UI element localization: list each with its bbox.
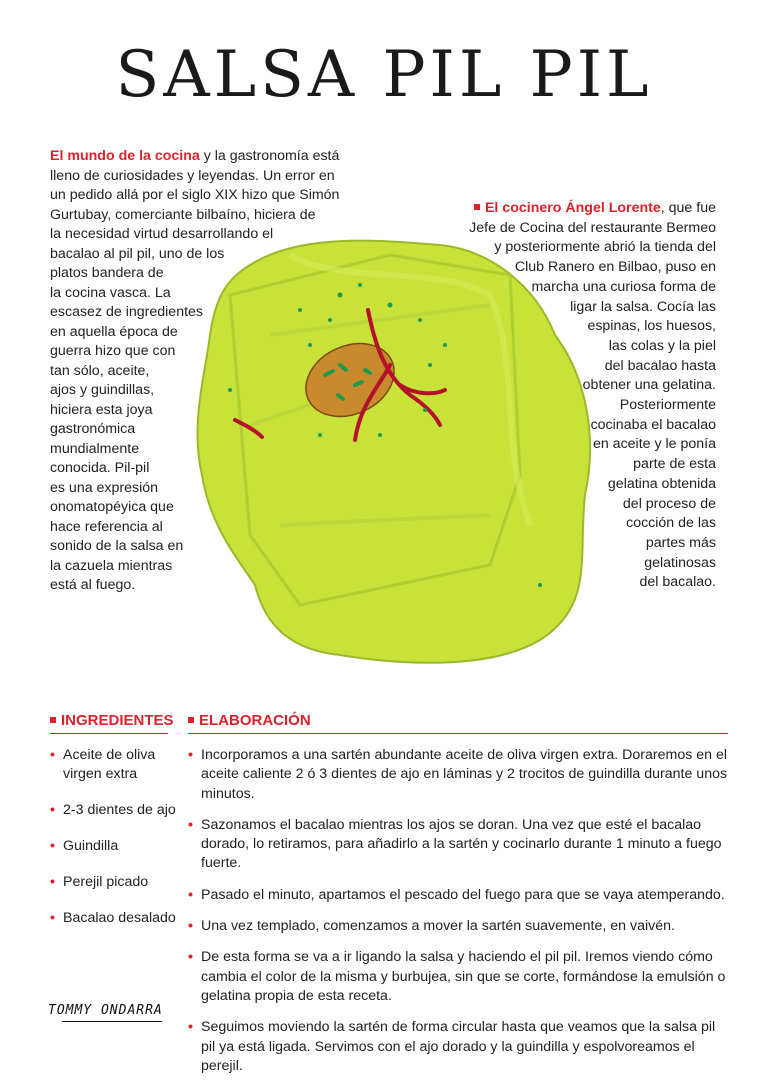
intro-line <box>50 147 350 167</box>
step-item-text: Sazonamos el bacalao mientras los ajos se doran. Una vez que esté el bacalao dorado, lo retiramos, para añadirlo a la sartén y cocinarlo durante 1 minuto a fuego fuerte. <box>201 816 722 872</box>
step-item-text: Pasado el minuto, apartamos el pescado del fuego para que se vaya atemperando. <box>201 886 725 903</box>
step-item <box>188 746 728 804</box>
intro-line-text: en aquella época de <box>50 323 178 340</box>
elaboration-steps <box>188 746 728 1088</box>
step-item <box>188 917 728 936</box>
step-item-text: Una vez templado, comenzamos a mover la sartén suavemente, en vaivén. <box>201 918 675 935</box>
intro-line <box>50 167 350 187</box>
artist-signature: TOMMY ONDARRA <box>48 1003 163 1018</box>
intro-line-text: gelatinosas <box>644 554 716 571</box>
bullet-icon: • <box>188 918 193 935</box>
intro-line-text: la necesidad virtud desarrollando el <box>50 226 274 242</box>
bullet-icon: • <box>188 886 193 903</box>
intro-highlight: El mundo de la cocina <box>50 148 200 164</box>
bullet-icon: • <box>188 1019 193 1036</box>
bullet-icon: • <box>50 802 55 818</box>
intro-line-text: obtener una gelatina. <box>582 377 716 394</box>
intro-line-text: la cazuela mientras <box>50 557 173 574</box>
intro-line-text: del bacalao hasta <box>604 357 716 374</box>
step-item-text: Incorporamos a una sartén abundante aceite de oliva virgen extra. Doraremos en el aceite caliente 2 ó 3 dientes de ajo en láminas y 2 trocitos de guindilla durante unos minutos. <box>201 747 728 802</box>
intro-line-text: cocción de las <box>626 515 716 532</box>
intro-highlight: El cocinero Ángel Lorente <box>484 200 661 216</box>
intro-line-text: partes más <box>645 534 716 551</box>
elaboration-heading: ELABORACIÓN <box>188 712 311 729</box>
step-item <box>188 886 728 905</box>
intro-line-text: guerra hizo que con <box>50 343 176 359</box>
ingredient-item <box>50 837 180 856</box>
ingredient-item-text: Aceite de oliva virgen extra <box>63 747 156 782</box>
ingredient-item <box>50 909 180 928</box>
intro-line-text: espinas, los huesos, <box>587 318 716 335</box>
intro-line-text: lleno de curiosidades y leyendas. Un error en <box>50 167 335 184</box>
ingredient-item-text: Bacalao desalado <box>63 910 176 926</box>
ingredient-item-text: 2-3 dientes de ajo <box>63 802 176 818</box>
intro-line-text: gastronómica <box>50 421 136 437</box>
intro-line-text: platos bandera de <box>50 265 164 281</box>
intro-line-text: Posteriormente <box>619 397 716 414</box>
elaboration-rule <box>188 733 728 734</box>
bullet-icon: • <box>188 949 193 966</box>
intro-line-text: marcha una curiosa forma de <box>531 278 716 295</box>
ingredient-item-text: Guindilla <box>63 838 119 854</box>
ingredient-item <box>50 801 180 820</box>
ingredient-item <box>50 873 180 892</box>
intro-line-text: está al fuego. <box>50 577 136 593</box>
ingredients-heading: INGREDIENTES <box>50 712 174 729</box>
intro-line-text: gelatina obtenida <box>607 475 716 492</box>
intro-line-text: Club Ranero en Bilbao, puso en <box>514 259 716 276</box>
pil-pil-illustration <box>190 225 600 670</box>
intro-line-text: del bacalao. <box>639 574 716 591</box>
bullet-icon: • <box>188 747 193 763</box>
step-item-text: Seguimos moviendo la sartén de forma circular hasta que veamos que la salsa pil pil ya está ligada. Servimos con el ajo dorado y la guindilla y espolvoreamos el perejil. <box>201 1019 716 1074</box>
intro-line-text: y posteriormente abrió la tienda del <box>494 239 716 256</box>
sauce-blob <box>197 241 590 663</box>
bullet-icon: • <box>50 838 55 854</box>
step-item <box>188 816 728 874</box>
intro-line-text: conocida. Pil-pil <box>50 460 150 476</box>
intro-line-text: en aceite y le ponía <box>592 436 716 453</box>
signature-underline <box>62 1021 162 1022</box>
intro-line-text: escasez de ingredientes <box>50 304 204 320</box>
intro-line-text: la cocina vasca. La <box>50 284 171 301</box>
intro-line <box>396 199 716 219</box>
intro-line-text: tan sólo, aceite, <box>50 362 150 379</box>
intro-line <box>50 206 350 226</box>
intro-line-text: mundialmente <box>50 440 140 457</box>
intro-line-text: es una expresión <box>50 479 159 496</box>
intro-line-text: bacalao al pil pil, uno de los <box>50 245 225 262</box>
page-title: SALSA PIL PIL <box>115 38 653 112</box>
red-square-marker <box>474 204 480 210</box>
bullet-icon: • <box>50 747 55 763</box>
intro-line-text: hace referencia al <box>50 518 163 535</box>
intro-line <box>50 186 350 206</box>
intro-line-text: Jefe de Cocina del restaurante Bermeo <box>469 219 716 236</box>
ingredient-item-text: Perejil picado <box>63 874 149 890</box>
intro-line-text: ajos y guindillas, <box>50 382 155 398</box>
intro-line-text: Gurtubay, comerciante bilbaíno, hiciera de <box>50 206 316 223</box>
intro-line-text: las colas y la piel <box>608 337 716 354</box>
step-item-text: De esta forma se va a ir ligando la salsa y haciendo el pil pil. Iremos viendo cómo cambia el color de la misma y burbujea, sin que se corte, formándose la emulsión o gelatina propia de esta receta. <box>201 949 726 1004</box>
intro-line-text: parte de esta <box>633 456 716 473</box>
bullet-icon: • <box>50 874 55 890</box>
step-item <box>188 1018 728 1076</box>
intro-line-text: , que fue <box>660 200 716 216</box>
intro-line-text: del proceso de <box>622 495 716 512</box>
intro-line-text: cocinaba el bacalao <box>590 416 716 433</box>
intro-line-text: un pedido allá por el siglo XIX hizo que Simón <box>50 187 340 203</box>
intro-line-text: sonido de la salsa en <box>50 538 184 554</box>
intro-line-text: onomatopéyica que <box>50 499 174 515</box>
intro-line-text: hiciera esta joya <box>50 401 153 418</box>
ingredients-list <box>50 746 180 945</box>
ingredients-rule <box>50 733 168 734</box>
bullet-icon: • <box>188 816 193 833</box>
ingredient-item <box>50 746 180 784</box>
bullet-icon: • <box>50 910 55 926</box>
step-item <box>188 948 728 1006</box>
intro-line-text: ligar la salsa. Cocía las <box>570 298 716 315</box>
intro-line-text: y la gastronomía está <box>199 148 340 164</box>
